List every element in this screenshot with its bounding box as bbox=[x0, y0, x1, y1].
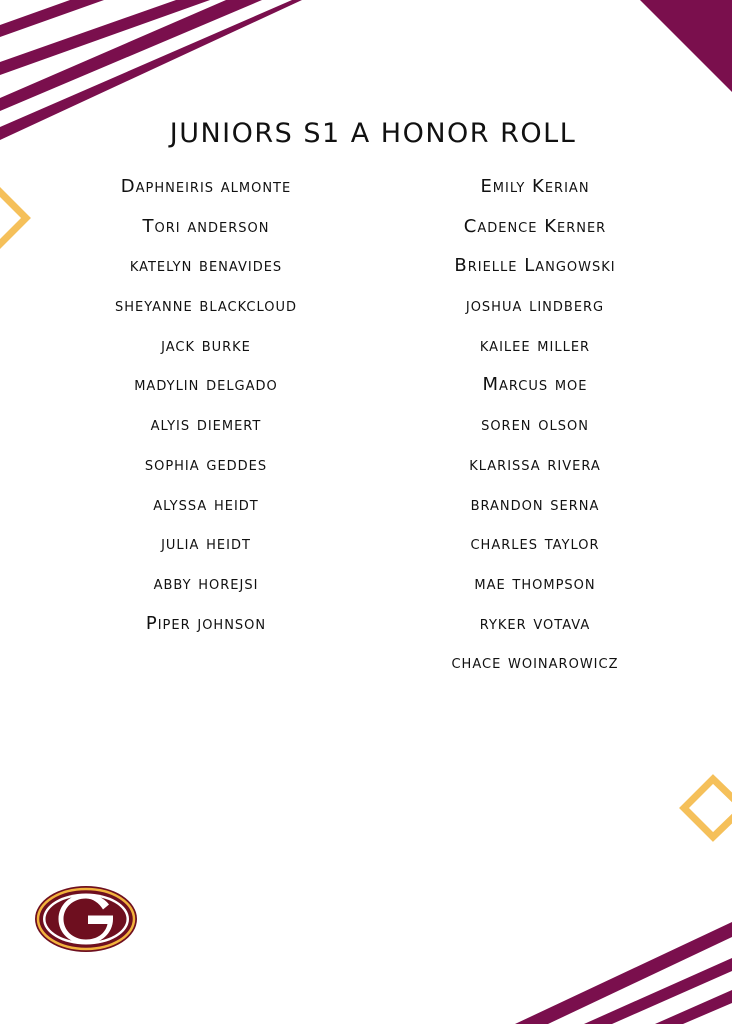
student-name: jack burke bbox=[161, 334, 251, 356]
g-school-logo-icon bbox=[33, 884, 139, 954]
student-name: soren olson bbox=[481, 414, 589, 436]
student-name: ryker votava bbox=[479, 612, 591, 634]
left-gold-diamond bbox=[0, 186, 26, 250]
student-name: sophia geddes bbox=[144, 453, 268, 475]
page-title: JUNIORS S1 A HONOR ROLL bbox=[169, 118, 577, 149]
top-right-triangle bbox=[640, 0, 732, 92]
student-name: charles taylor bbox=[470, 533, 600, 555]
student-name: Cadence Kerner bbox=[463, 215, 607, 237]
student-name: alyssa heidt bbox=[153, 493, 259, 515]
student-name: klarissa rivera bbox=[469, 453, 601, 475]
student-name: Emily Kerian bbox=[480, 176, 590, 197]
student-name: brandon serna bbox=[470, 493, 600, 515]
bottom-right-stripes bbox=[515, 922, 732, 1024]
student-name: sheyanne blackcloud bbox=[114, 295, 298, 317]
student-name: mae thompson bbox=[474, 572, 596, 594]
right-gold-diamond bbox=[684, 779, 732, 837]
honor-roll-left-column bbox=[70, 172, 342, 648]
student-name: joshua lindberg bbox=[465, 295, 605, 317]
student-name: Brielle Langowski bbox=[454, 255, 616, 277]
student-name: julia heidt bbox=[161, 533, 251, 555]
student-name: madylin delgado bbox=[134, 374, 278, 396]
honor-roll-right-column bbox=[404, 172, 666, 688]
student-name: abby horejsi bbox=[153, 572, 259, 594]
student-name: Tori anderson bbox=[142, 215, 270, 237]
student-name: Daphneiris almonte bbox=[120, 176, 292, 197]
student-name: kailee miller bbox=[479, 334, 591, 356]
student-name: chace woinarowicz bbox=[451, 652, 619, 674]
student-name: Piper johnson bbox=[145, 612, 267, 634]
student-name: alyis diemert bbox=[150, 414, 262, 436]
student-name: katelyn benavides bbox=[129, 255, 283, 277]
student-name: Marcus moe bbox=[482, 374, 588, 396]
